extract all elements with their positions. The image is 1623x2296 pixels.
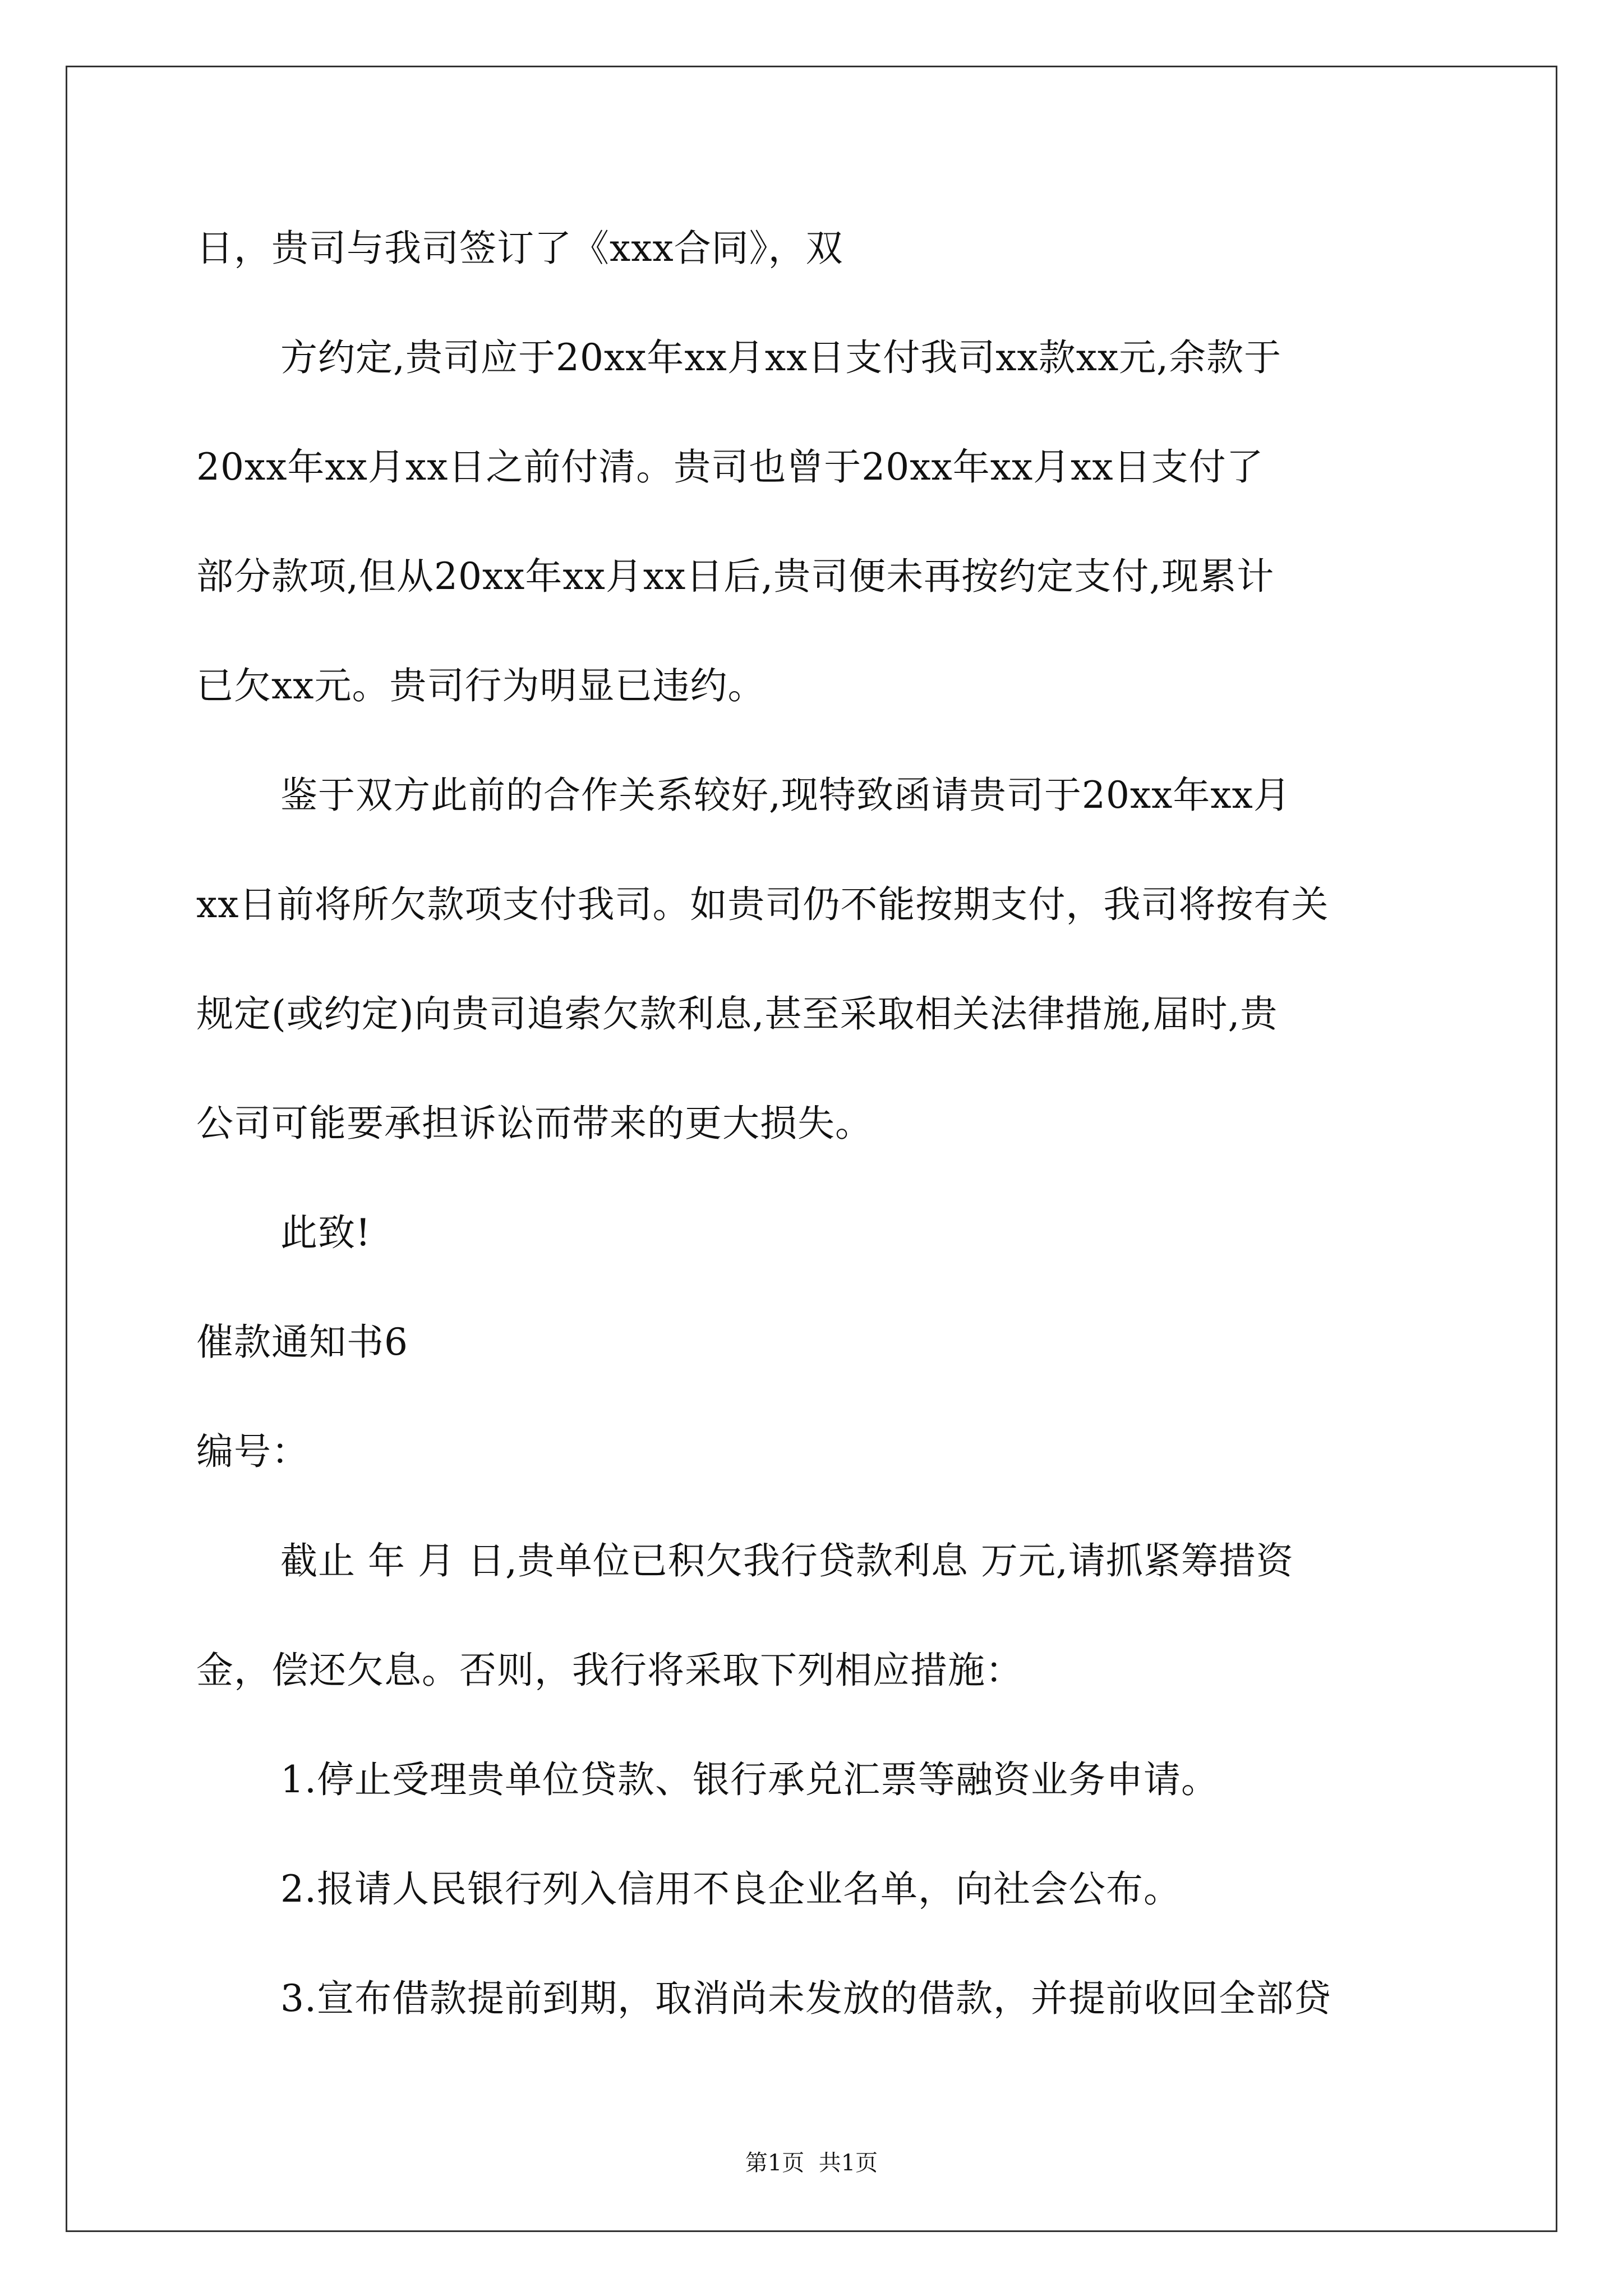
page-footer: 第1页 共1页 [745,2150,878,2176]
text-line-1: 日，贵司与我司签订了《xxx合同》，双 [196,227,843,270]
text-line-6: 鉴于双方此前的合作关系较好,现特致函请贵司于20xx年xx月 [280,774,1291,817]
text-line-8: 规定(或约定)向贵司追索欠款利息,甚至采取相关法律措施,届时,贵 [196,992,1278,1036]
text-line-13: 截止 年 月 日,贵单位已积欠我行贷款利息 万元,请抓紧筹措资 [280,1539,1294,1582]
text-line-4: 部分款项,但从20xx年xx月xx日后,贵司便未再按约定支付,现累计 [196,555,1275,598]
list-item-2: 2.报请人民银行列入信用不良企业名单，向社会公布。 [280,1867,1181,1911]
text-line-2: 方约定,贵司应于20xx年xx月xx日支付我司xx款xx元,余款于 [280,336,1282,379]
list-item-1: 1.停止受理贵单位贷款、银行承兑汇票等融资业务申请。 [280,1758,1219,1801]
text-line-3: 20xx年xx月xx日之前付清。贵司也曾于20xx年xx月xx日支付了 [196,445,1264,489]
text-line-5: 已欠xx元。贵司行为明显已违约。 [196,664,766,707]
list-item-3: 3.宣布借款提前到期，取消尚未发放的借款，并提前收回全部贷 [280,1977,1331,2020]
text-line-7: xx日前将所欠款项支付我司。如贵司仍不能按期支付，我司将按有关 [196,883,1329,926]
closing-salutation: 此致! [280,1211,371,1254]
section-title: 催款通知书6 [196,1320,408,1364]
text-line-14: 金，偿还欠息。否则，我行将采取下列相应措施： [196,1649,1023,1692]
serial-number-label: 编号： [196,1430,309,1473]
text-line-9: 公司可能要承担诉讼而带来的更大损失。 [196,1102,873,1145]
